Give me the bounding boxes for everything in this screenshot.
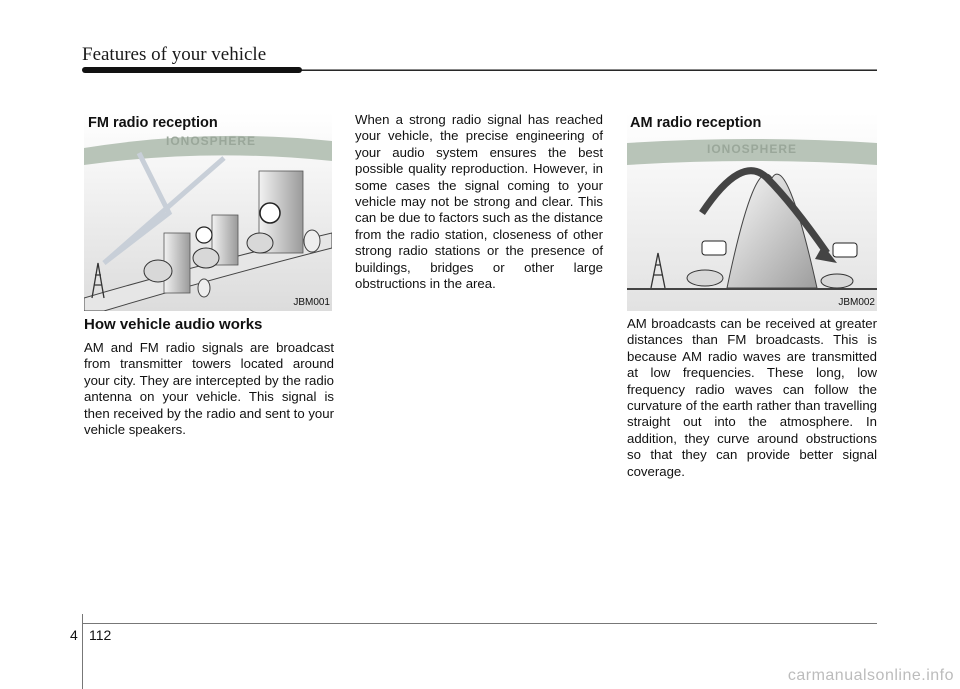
footer-rule <box>82 623 877 624</box>
am-ionosphere-label: IONOSPHERE <box>707 142 798 156</box>
page-header-title: Features of your vehicle <box>82 44 267 65</box>
section-heading: How vehicle audio works <box>84 316 263 333</box>
am-figure-code: JBM002 <box>838 297 875 308</box>
am-paragraph: AM broadcasts can be received at greater distances than FM broadcasts. This is because AM radio waves are transmitted at low frequencies. These long, low frequency radio waves can follow the curvature of the earth rather than travelling straight out into the atmosphere. In addition, they curve around obstructions so that they can provide better signal coverage. <box>627 316 877 479</box>
header-rule <box>82 67 877 73</box>
fm-ionosphere-label: IONOSPHERE <box>166 134 257 148</box>
am-figure-title: AM radio reception <box>630 115 762 131</box>
right-column <box>627 316 877 480</box>
middle-paragraph: When a strong radio signal has reached your vehicle, the precise engineering of your audio system ensures the best possible quality reproduction. However, in some cases the signal coming to your vehicle may not be strong and clear. This can be due to factors such as the distance from the radio station, closeness of other strong radio stations or the presence of buildings, bridges or other large obstructions in the area. <box>355 112 603 292</box>
middle-column <box>355 112 603 292</box>
footer-divider <box>82 614 83 689</box>
page-number: 112 <box>89 627 112 643</box>
watermark: carmanualsonline.info <box>787 667 954 684</box>
fm-reception-figure <box>84 113 332 311</box>
chapter-number: 4 <box>70 627 78 643</box>
am-reception-figure <box>627 113 877 311</box>
section-body: AM and FM radio signals are broadcast from transmitter towers located around your city. They are intercepted by the radio antenna on your vehicle. This signal is then received by the radio and sent to your vehicle speakers. <box>84 340 334 438</box>
left-column <box>84 316 334 438</box>
fm-figure-code: JBM001 <box>293 297 330 308</box>
fm-figure-title: FM radio reception <box>88 115 218 131</box>
